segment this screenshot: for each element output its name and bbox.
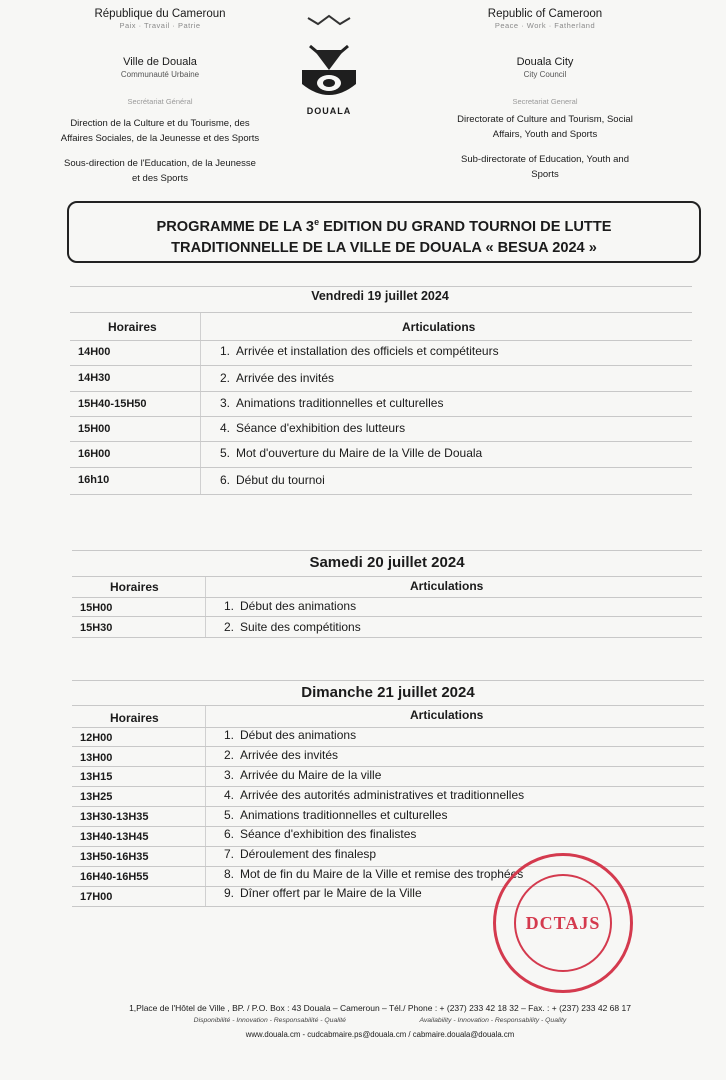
agenda-item: 5. Animations traditionnelles et culturelles: [223, 808, 448, 822]
council-en: City Council: [523, 70, 567, 79]
secretariat-en: Secretariat General: [512, 97, 578, 106]
country-name-en: Republic of Cameroon: [487, 8, 603, 20]
time-cell: 16h10: [78, 474, 110, 486]
values-fr: Disponibilité - Innovation - Responsabilité - Qualité: [193, 1017, 346, 1024]
column-header-horaires: Horaires: [110, 711, 159, 725]
footer-address: 1,Place de l'Hôtel de Ville , BP. / P.O. Box : 43 Douala – Cameroun – Tél./ Phone : + (237) 233 42 18 32 – Fax. : + (237) 233 42 68 17: [129, 1003, 631, 1013]
time-cell: 13H15: [80, 771, 113, 783]
stamp-label: DCTAJS: [525, 913, 601, 933]
city-name-en: Douala City: [516, 56, 574, 68]
motto-en: Peace · Work · Fatherland: [494, 21, 596, 30]
time-cell: 15H00: [78, 423, 111, 435]
agenda-item: 4. Arrivée des autorités administratives et traditionnelles: [223, 788, 525, 802]
time-cell: 14H00: [78, 346, 111, 358]
values-en: Availability - Innovation - Responsability - Quality: [419, 1017, 567, 1024]
agenda-item: 4. Séance d'exhibition des lutteurs: [219, 421, 406, 435]
time-cell: 15H40-15H50: [78, 398, 147, 410]
agenda-item: 2. Arrivée des invités: [223, 748, 339, 762]
agenda-item: 1. Début des animations: [223, 728, 357, 742]
subdirectorate-en: Sub-directorate of Education, Youth and Sports: [461, 154, 629, 180]
agenda-item: 3. Animations traditionnelles et culturelles: [219, 396, 444, 410]
subdirectorate-fr: Sous-direction de l'Education, de la Jeunesse et des Sports: [64, 158, 256, 184]
day-title: Vendredi 19 juillet 2024: [311, 289, 449, 303]
programme-title: [67, 201, 701, 263]
agenda-item: 9. Dîner offert par le Maire de la Ville: [223, 886, 422, 900]
time-cell: 12H00: [80, 732, 113, 744]
column-header-articulations: Articulations: [402, 320, 476, 334]
directorate-en: Directorate of Culture and Tourism, Social Affairs, Youth and Sports: [457, 114, 633, 140]
time-cell: 15H00: [80, 602, 113, 614]
time-cell: 13H50-16H35: [80, 851, 149, 863]
time-cell: 13H30-13H35: [80, 811, 149, 823]
agenda-item: 6. Séance d'exhibition des finalistes: [223, 827, 417, 841]
official-stamp: [493, 853, 633, 993]
agenda-item: 6. Début du tournoi: [219, 473, 325, 487]
footer-values: [60, 1017, 700, 1024]
title-line-1: PROGRAMME DE LA 3e EDITION DU GRAND TOURNOI DE LUTTE: [156, 217, 612, 235]
time-cell: 17H00: [80, 891, 113, 903]
council-fr: Communauté Urbaine: [120, 70, 200, 79]
agenda-item: 2. Arrivée des invités: [219, 371, 335, 385]
motto-fr: Paix · Travail · Patrie: [119, 21, 201, 30]
time-cell: 16H00: [78, 448, 111, 460]
douala-emblem: [296, 10, 362, 118]
agenda-item: 1. Arrivée et installation des officiels et compétiteurs: [219, 344, 499, 358]
time-cell: 13H40-13H45: [80, 831, 149, 843]
header-right: [430, 8, 660, 182]
day-title: Dimanche 21 juillet 2024: [301, 684, 475, 701]
time-cell: 16H40-16H55: [80, 871, 149, 883]
directorate-fr: Direction de la Culture et du Tourisme, des Affaires Sociales, de la Jeunesse et des Sports: [60, 118, 260, 144]
secretariat-fr: Secrétariat Général: [127, 97, 193, 106]
title-line-2: TRADITIONNELLE DE LA VILLE DE DOUALA « BESUA 2024 »: [171, 239, 597, 256]
emblem-label: DOUALA: [306, 106, 352, 116]
country-name-fr: République du Cameroun: [94, 8, 226, 20]
time-cell: 14H30: [78, 372, 111, 384]
time-cell: 13H00: [80, 752, 113, 764]
time-cell: 15H30: [80, 622, 113, 634]
agenda-item: 1. Début des animations: [223, 599, 357, 613]
agenda-item: 7. Déroulement des finalesp: [223, 847, 377, 861]
column-header-articulations: Articulations: [410, 579, 484, 593]
agenda-item: 8. Mot de fin du Maire de la Ville et remise des trophées: [223, 867, 524, 881]
footer-web: www.douala.cm - cudcabmaire.ps@douala.cm / cabmaire.douala@douala.cm: [245, 1030, 515, 1039]
header-left: [40, 8, 280, 186]
agenda-item: 2. Suite des compétitions: [223, 620, 361, 634]
column-header-horaires: Horaires: [108, 320, 157, 334]
city-crest-icon: [296, 10, 362, 106]
time-cell: 13H25: [80, 791, 113, 803]
agenda-item: 3. Arrivée du Maire de la ville: [223, 768, 382, 782]
column-header-articulations: Articulations: [410, 708, 484, 722]
column-header-horaires: Horaires: [110, 580, 159, 594]
day-title: Samedi 20 juillet 2024: [309, 554, 465, 571]
agenda-item: 5. Mot d'ouverture du Maire de la Ville de Douala: [219, 446, 483, 460]
city-name-fr: Ville de Douala: [123, 56, 197, 68]
